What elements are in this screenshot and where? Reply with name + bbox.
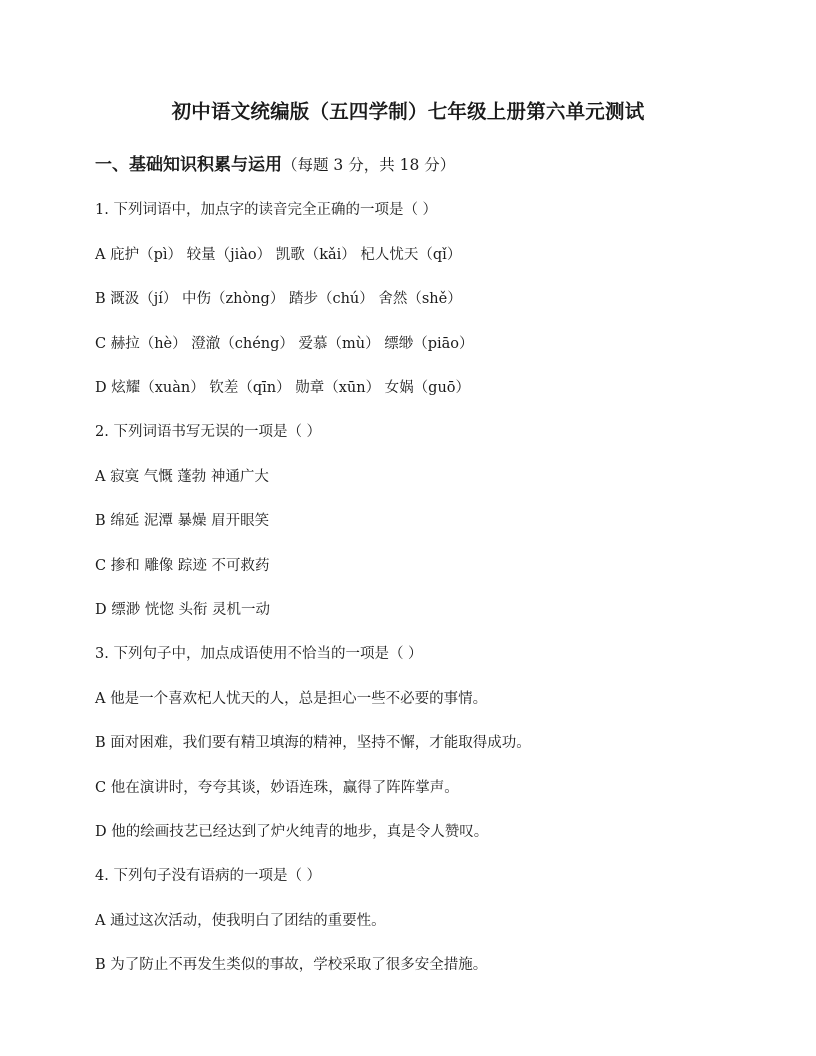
question-1-option-d: D 炫耀（xuàn） 钦差（qīn） 勋章（xūn） 女娲（guō） bbox=[95, 380, 471, 396]
question-1-option-c: C 赫拉（hè） 澄澈（chéng） 爱慕（mù） 缥缈（piāo） bbox=[95, 336, 474, 352]
section-heading bbox=[95, 150, 455, 175]
question-3-stem: 3. 下列句子中，加点成语使用不恰当的一项是（ ） bbox=[95, 646, 423, 662]
question-1-option-a: A 庇护（pì） 较量（jiào） 凯歌（kǎi） 杞人忧天（qǐ） bbox=[95, 247, 462, 263]
question-4-stem: 4. 下列句子没有语病的一项是（ ） bbox=[95, 868, 322, 884]
question-1-stem: 1. 下列词语中，加点字的读音完全正确的一项是（ ） bbox=[95, 202, 438, 218]
question-3-option-b: B 面对困难，我们要有精卫填海的精神，坚持不懈，才能取得成功。 bbox=[95, 735, 531, 751]
question-1-option-b: B 溉汲（jí） 中伤（zhòng） 踏步（chú） 舍然（shě） bbox=[95, 291, 462, 307]
question-2-stem: 2. 下列词语书写无误的一项是（ ） bbox=[95, 424, 322, 440]
question-2-option-c: C 掺和 雕像 踪迹 不可救药 bbox=[95, 558, 270, 574]
page-title: 初中语文统编版（五四学制）七年级上册第六单元测试 bbox=[171, 100, 645, 123]
question-3-option-d: D 他的绘画技艺已经达到了炉火纯青的地步，真是令人赞叹。 bbox=[95, 824, 489, 840]
question-4-option-a: A 通过这次活动，使我明白了团结的重要性。 bbox=[95, 913, 386, 929]
question-4-option-b: B 为了防止不再发生类似的事故，学校采取了很多安全措施。 bbox=[95, 957, 488, 973]
question-2-option-b: B 绵延 泥潭 暴燥 眉开眼笑 bbox=[95, 513, 270, 529]
question-3-option-c: C 他在演讲时，夸夸其谈，妙语连珠，赢得了阵阵掌声。 bbox=[95, 780, 459, 796]
question-3-option-a: A 他是一个喜欢杞人忧天的人，总是担心一些不必要的事情。 bbox=[95, 691, 488, 707]
question-2-option-a: A 寂寞 气慨 蓬勃 神通广大 bbox=[95, 469, 269, 485]
section-score-note: （每题 3 分，共 18 分） bbox=[282, 156, 456, 174]
question-2-option-d: D 缥渺 恍惚 头衔 灵机一动 bbox=[95, 602, 271, 618]
section-heading-text: 一、基础知识积累与运用 bbox=[95, 155, 282, 175]
